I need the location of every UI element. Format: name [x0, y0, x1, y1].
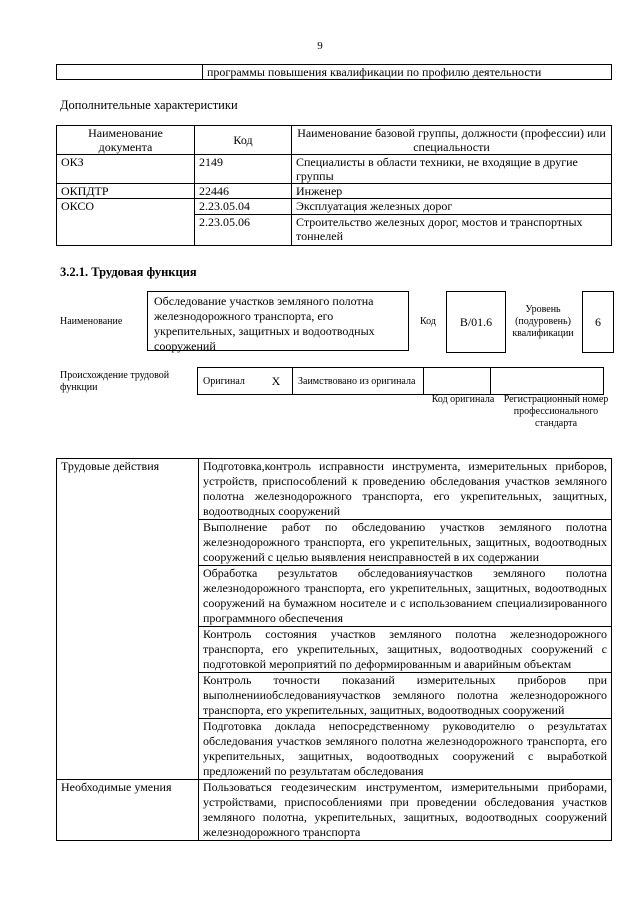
empty-cell [57, 65, 203, 80]
cell-doc: ОКПДТР [57, 184, 195, 199]
cell-name: Инженер [292, 184, 612, 199]
cell-code: 2.23.05.04 [195, 199, 292, 215]
level-label: Уровень (подуровень) квалификации [512, 304, 574, 339]
function-title: 3.2.1. Трудовая функция [60, 265, 197, 279]
cell-doc: ОКСО [57, 199, 195, 246]
origin-table [197, 367, 604, 395]
qualification-table-tail [56, 64, 612, 80]
skills-label: Необходимые умения [57, 780, 199, 841]
code-original-cell [424, 368, 491, 395]
level-value-box: 6 [582, 291, 614, 353]
action-item: Контроль точности показаний измерительных приборов при выполненииобследованияучастков земляного полотна железнодорожного транспорта, его укрепительных, защитных, водоотводных сооружений [199, 673, 612, 719]
cell-name: Строительство железных дорог, мостов и транспортных тоннелей [292, 215, 612, 246]
function-name-box: Обследование участков земляного полотна железнодорожного транспорта, его укрепительных, защитных и водоотводных сооружений [147, 291, 409, 351]
action-item: Обработка результатов обследованияучастков земляного полотна железнодорожного транспорта, его укрепительных, защитных, водоотводных сооружений на бумажном носителе и с использованием специализированного программного обеспечения [199, 566, 612, 627]
table-row [198, 368, 604, 395]
action-item: Подготовка,контроль исправности инструмента, измерительных приборов, устройств, приспособлений к проведению обследования участков земляного полотна железнодорожного транспорта, его укрепительных, защитных, водоотводных сооружений [199, 459, 612, 520]
code-original-label: Код оригинала [431, 394, 495, 405]
code-label: Код [420, 316, 436, 327]
actions-label: Трудовые действия [57, 459, 199, 780]
skill-item: Пользоваться геодезическим инструментом, измерительными приборами, устройствами, приспособлениями при проведении обследования участков земляного полотна, укрепительных, защитных, водоотводных сооружений железнодорожного транспорта [199, 780, 612, 841]
action-item: Контроль состояния участков земляного полотна железнодорожного транспорта, его укрепительных, защитных, водоотводных сооружений с подготовкой мероприятий по деформированным и аварийным объектам [199, 627, 612, 673]
program-text: программы повышения квалификации по профилю деятельности [203, 65, 612, 80]
table-row [57, 780, 612, 841]
page-number: 9 [317, 40, 323, 52]
cell-doc: ОКЗ [57, 155, 195, 184]
table-row [57, 199, 612, 215]
original-mark: X [260, 368, 293, 395]
cell-code: 2.23.05.06 [195, 215, 292, 246]
name-label: Наименование [60, 316, 123, 327]
cell-code: 2149 [195, 155, 292, 184]
table-row [57, 155, 612, 184]
original-label: Оригинал [198, 368, 261, 395]
borrowed-label: Заимствовано из оригинала [293, 368, 424, 395]
action-item: Выполнение работ по обследованию участков земляного полотна железнодорожного транспорта, его укрепительных, защитных, водоотводных сооружений с целью выявления неисправностей в их содержании [199, 520, 612, 566]
header-doc: Наименование документа [57, 126, 195, 155]
header-code: Код [195, 126, 292, 155]
labor-actions-table [56, 458, 612, 841]
additional-characteristics-table [56, 125, 612, 246]
cell-code: 22446 [195, 184, 292, 199]
cell-name: Специалисты в области техники, не входящие в другие группы [292, 155, 612, 184]
origin-label: Происхождение трудовой функции [60, 370, 170, 393]
table-header-row [57, 126, 612, 155]
cell-name: Эксплуатация железных дорог [292, 199, 612, 215]
table-row [57, 459, 612, 520]
section-title: Дополнительные характеристики [60, 98, 238, 112]
table-row [57, 65, 612, 80]
function-code-box: B/01.6 [446, 291, 506, 353]
reg-number-cell [491, 368, 604, 395]
table-row [57, 184, 612, 199]
header-name: Наименование базовой группы, должности (профессии) или специальности [292, 126, 612, 155]
reg-number-label: Регистрационный номер профессионального стандарта [503, 394, 609, 429]
action-item: Подготовка доклада непосредственному руководителю о результатах обследования участков земляного полотна железнодорожного транспорта, его укрепительных, защитных, водоотводных сооружений с выработкой предложений по результатам обследования [199, 719, 612, 780]
